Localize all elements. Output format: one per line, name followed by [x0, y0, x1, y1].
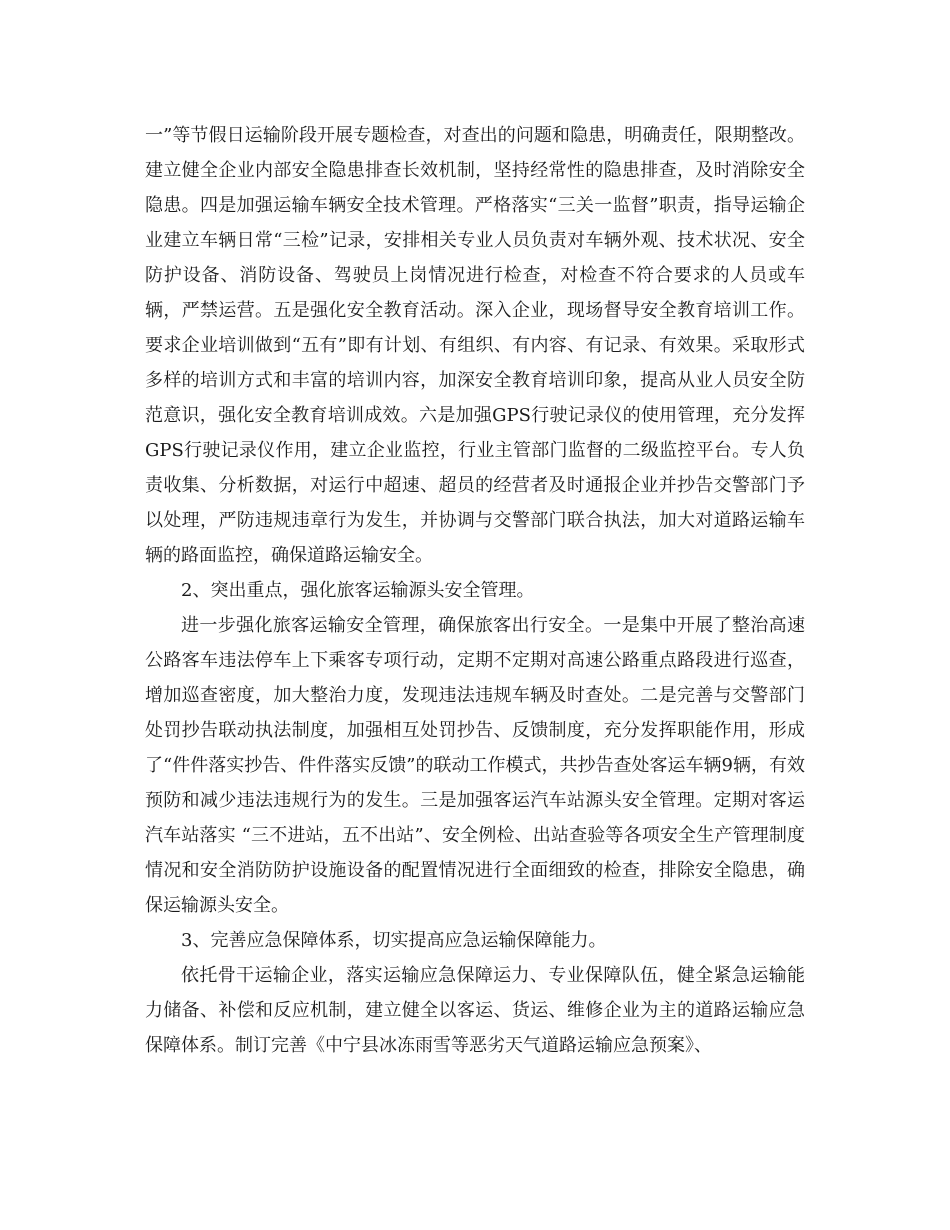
body-paragraph: 依托骨干运输企业，落实运输应急保障运力、专业保障队伍，健全紧急运输能力储备、补偿和反应机制，建立健全以客运、货运、维修企业为主的道路运输应急保障体系。制订完善《中宁县冰冻雨雪等恶劣天气道路运输应急预案》、 [145, 965, 805, 1056]
section-heading: 3、完善应急保障体系，切实提高应急运输保障能力。 [181, 930, 607, 951]
document-page [145, 118, 805, 1063]
section-heading: 2、突出重点，强化旅客运输源头安全管理。 [181, 580, 535, 601]
body-paragraph: 一”等节假日运输阶段开展专题检查，对查出的问题和隐患，明确责任，限期整改。建立健全企业内部安全隐患排查长效机制，坚持经常性的隐患排查，及时消除安全隐患。四是加强运输车辆安全技术管理。严格落实“三关一监督”职责，指导运输企业建立车辆日常“三检”记录，安排相关专业人员负责对车辆外观、技术状况、安全防护设备、消防设备、驾驶员上岗情况进行检查，对检查不符合要求的人员或车辆，严禁运营。五是强化安全教育活动。深入企业，现场督导安全教育培训工作。要求企业培训做到“五有”即有计划、有组织、有内容、有记录、有效果。采取形式多样的培训方式和丰富的培训内容，加深安全教育培训印象，提高从业人员安全防范意识，强化安全教育培训成效。六是加强GPS行驶记录仪的使用管理，充分发挥GPS行驶记录仪作用，建立企业监控，行业主管部门监督的二级监控平台。专人负责收集、分析数据，对运行中超速、超员的经营者及时通报企业并抄告交警部门予以处理，严防违规违章行为发生，并协调与交警部门联合执法，加大对道路运输车辆的路面监控，确保道路运输安全。 [145, 125, 805, 566]
body-paragraph: 进一步强化旅客运输安全管理，确保旅客出行安全。一是集中开展了整治高速公路客车违法停车上下乘客专项行动，定期不定期对高速公路重点路段进行巡查，增加巡查密度，加大整治力度，发现违法违规车辆及时查处。二是完善与交警部门处罚抄告联动执法制度，加强相互处罚抄告、反馈制度，充分发挥职能作用，形成了“件件落实抄告、件件落实反馈”的联动工作模式，共抄告查处客运车辆9辆，有效预防和减少违法违规行为的发生。三是加强客运汽车站源头安全管理。定期对客运汽车站落实 “三不进站，五不出站”、安全例检、出站查验等各项安全生产管理制度情况和安全消防防护设施设备的配置情况进行全面细致的检查，排除安全隐患，确保运输源头安全。 [145, 615, 805, 916]
